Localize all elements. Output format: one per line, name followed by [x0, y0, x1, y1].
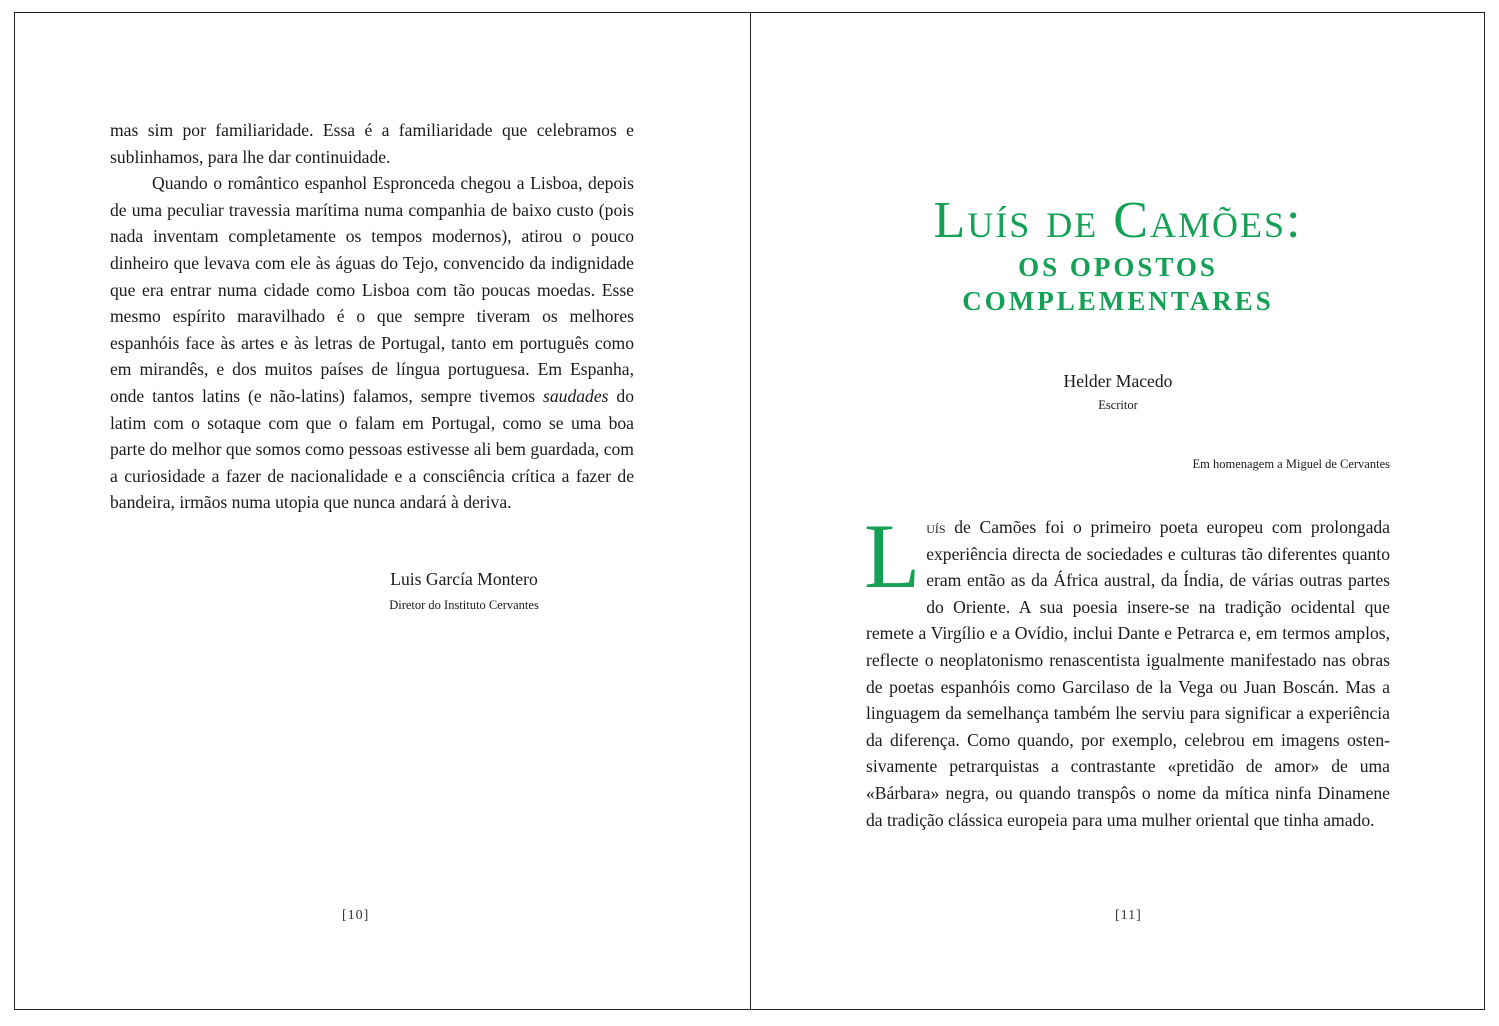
dedication: Em homenagem a Miguel de Cervantes	[1192, 457, 1390, 471]
author-block	[751, 369, 1485, 415]
signature-role: Diretor do Instituto Cervantes	[389, 598, 539, 612]
paragraph: mas sim por familiaridade. Essa é a familiaridade que celebramos e sublinhamos, para lhe dar continuidade.	[110, 120, 634, 167]
page-number: [11]	[1115, 908, 1142, 923]
text-run: Quando o romântico espanhol Espronceda chegou a Lisboa, depois de uma peculiar travessia marítima numa companhia de baixo custo (pois nada inventam completamente os tempos modernos), atirou o pouco dinheiro que levava com ele às águas do Tejo, convencido da indignidade que era entrar numa cidade como Lisboa com tão poucas moedas. Esse mesmo espírito maravilhado é o que sempre tiveram os melhores espanhóis face às artes e às letras de Portugal, tanto em português como em mirandês, e dos muitos países de língua portuguesa. Em Espanha, onde tantos latins (e não-latins) falamos, sempre tivemos	[110, 173, 634, 406]
title-line: Luís de Camões:	[933, 192, 1303, 249]
page-number: [10]	[342, 908, 370, 923]
paragraph	[110, 170, 634, 516]
signature-name: Luis García Montero	[390, 569, 538, 589]
right-body-text	[864, 505, 1390, 833]
drop-cap: L	[864, 505, 921, 607]
italic-word: saudades	[543, 385, 609, 406]
first-word: uís	[926, 517, 946, 537]
author-role: Escritor	[1098, 398, 1138, 412]
left-page	[14, 12, 750, 1010]
paragraph	[864, 505, 1390, 833]
title-line: OS OPOSTOS	[1018, 252, 1218, 282]
right-page	[751, 12, 1485, 1010]
signature-block	[314, 567, 614, 615]
author-name: Helder Macedo	[1063, 371, 1173, 391]
title-line: COMPLEMENTARES	[962, 286, 1274, 316]
chapter-title	[751, 192, 1485, 318]
text-run: do latim com o sotaque com que o falam em Portugal, como se uma boa parte do melhor que somos como pessoas estivesse ali bem guardada, com a curiosidade a fazer de nacionalidade e a consciência crítica a fazer de bandeira, irmãos numa utopia que nunca andará à deriva.	[110, 385, 635, 513]
text-run: de Camões foi o primeiro poeta europeu com prolongada experiência directa de sociedades e culturas tão diferentes quanto eram então as da África austral, da Índia, de várias outras partes do Oriente. A sua poesia insere-se na tradição ocidental que remete a Virgílio e a Ovídio, inclui Dante e Petrarca e, em termos amplos, reflecte o neoplatonismo renascentista igualmente manifestado nas obras de poetas espanhóis como Garcilaso de la Vega ou Juan Boscán. Mas a linguagem da semelhança também lhe serviu para significar a experiência da diferença. Como quando, por exemplo, celebrou em imagens ostensivamente petrarquistas a contrastante «pretidão de amor» de uma «Bárbara» negra, ou quando transpôs o nome da mítica ninfa Dinamene da tradição clássica europeia para uma mulher oriental que tinha amado.	[866, 517, 1390, 830]
left-body-text	[110, 117, 634, 516]
